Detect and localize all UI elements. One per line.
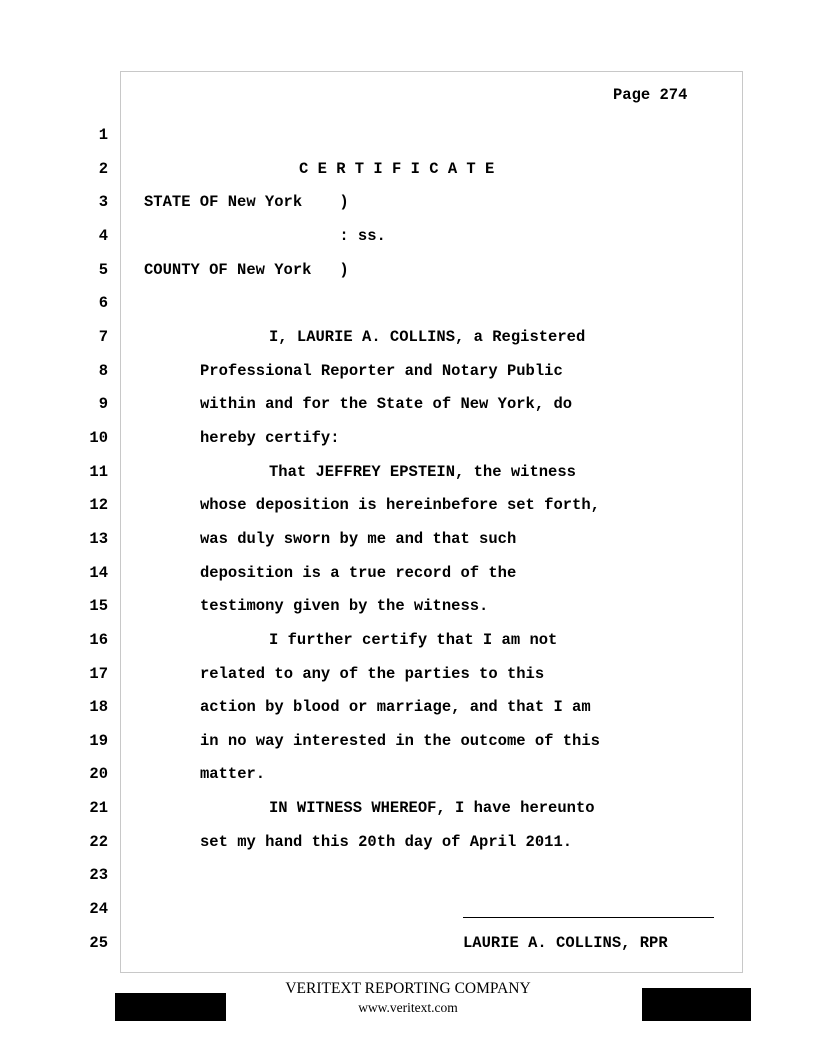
line-text: IN WITNESS WHEREOF, I have hereunto: [269, 799, 595, 817]
line-number: 2: [98, 160, 108, 178]
transcript-line: [0, 762, 816, 786]
line-number: 25: [89, 934, 108, 952]
transcript-line: [0, 325, 816, 349]
transcript-line: [0, 594, 816, 618]
line-number: 10: [89, 429, 108, 447]
line-text: matter.: [200, 765, 266, 783]
line-number: 24: [89, 900, 108, 918]
line-number: 15: [89, 597, 108, 615]
transcript-line: [0, 729, 816, 753]
transcript-line: [0, 190, 816, 214]
transcript-line: [0, 224, 816, 248]
line-number: 3: [98, 193, 108, 211]
line-number: 1: [98, 126, 108, 144]
line-text: was duly sworn by me and that such: [200, 530, 517, 548]
transcript-line: [0, 796, 816, 820]
transcript-line: [0, 258, 816, 282]
line-text: deposition is a true record of the: [200, 564, 517, 582]
line-number: 20: [89, 765, 108, 783]
line-text: STATE OF New York ): [144, 193, 349, 211]
line-text: I, LAURIE A. COLLINS, a Registered: [269, 328, 586, 346]
line-number: 17: [89, 665, 108, 683]
line-text: set my hand this 20th day of April 2011.: [200, 833, 573, 851]
line-number: 12: [89, 496, 108, 514]
line-text: I further certify that I am not: [269, 631, 558, 649]
line-text: : ss.: [144, 227, 386, 245]
line-number: 7: [98, 328, 108, 346]
transcript-line: [0, 460, 816, 484]
transcript-line: [0, 662, 816, 686]
line-number: 11: [89, 463, 108, 481]
transcript-line: [0, 426, 816, 450]
redaction-box-right: [642, 988, 751, 1021]
line-number: 21: [89, 799, 108, 817]
line-number: 14: [89, 564, 108, 582]
transcript-line: [0, 527, 816, 551]
transcript-line: [0, 863, 816, 887]
redaction-box-left: [115, 993, 226, 1021]
transcript-line: [0, 931, 816, 955]
page-number: Page 274: [613, 86, 688, 104]
line-text: action by blood or marriage, and that I am: [200, 698, 591, 716]
line-number: 16: [89, 631, 108, 649]
line-text: related to any of the parties to this: [200, 665, 545, 683]
transcript-line: [0, 359, 816, 383]
transcript-line: [0, 695, 816, 719]
line-number: 8: [98, 362, 108, 380]
line-number: 22: [89, 833, 108, 851]
transcript-line: [0, 628, 816, 652]
line-text: in no way interested in the outcome of this: [200, 732, 600, 750]
line-number: 13: [89, 530, 108, 548]
footer-website: www.veritext.com: [358, 1000, 458, 1015]
signature-name: LAURIE A. COLLINS, RPR: [463, 934, 668, 952]
line-text: hereby certify:: [200, 429, 340, 447]
line-text: That JEFFREY EPSTEIN, the witness: [269, 463, 576, 481]
certificate-title: C E R T I F I C A T E: [299, 160, 495, 178]
line-text: whose deposition is hereinbefore set forth,: [200, 496, 600, 514]
line-text: COUNTY OF New York ): [144, 261, 349, 279]
line-number: 6: [98, 294, 108, 312]
transcript-line: [0, 561, 816, 585]
line-text: testimony given by the witness.: [200, 597, 489, 615]
transcript-line: [0, 291, 816, 315]
footer-company-name: VERITEXT REPORTING COMPANY: [285, 980, 531, 997]
transcript-line: [0, 493, 816, 517]
line-number: 19: [89, 732, 108, 750]
signature-line: [463, 917, 714, 918]
line-number: 23: [89, 866, 108, 884]
transcript-line: [0, 830, 816, 854]
line-number: 4: [98, 227, 108, 245]
line-number: 9: [98, 395, 108, 413]
transcript-line: [0, 157, 816, 181]
transcript-line: [0, 123, 816, 147]
transcript-line: [0, 392, 816, 416]
line-text: within and for the State of New York, do: [200, 395, 573, 413]
line-text: Professional Reporter and Notary Public: [200, 362, 563, 380]
line-number: 5: [98, 261, 108, 279]
line-number: 18: [89, 698, 108, 716]
